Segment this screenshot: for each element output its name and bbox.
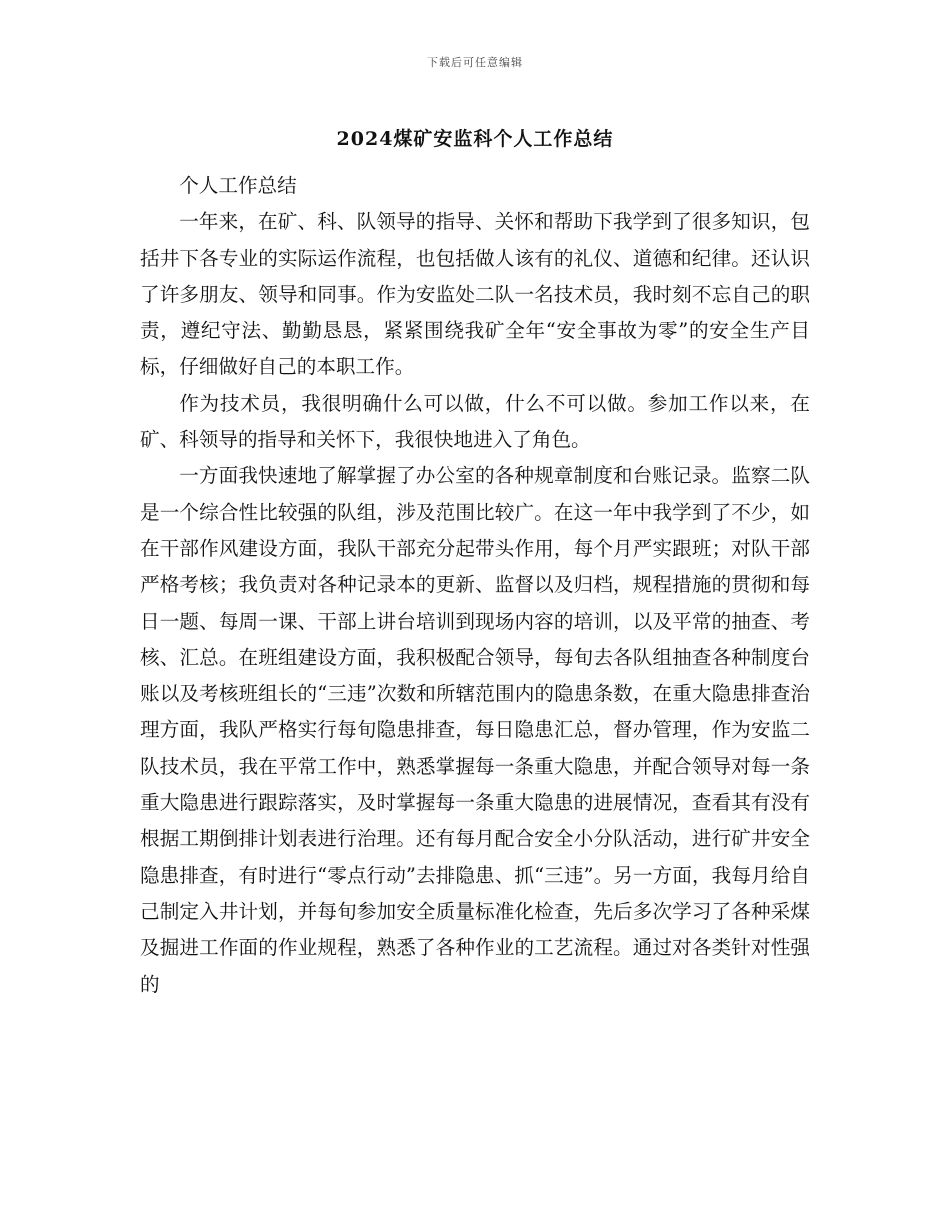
header-note: 下载后可任意编辑 <box>427 56 523 69</box>
paragraph: 作为技术员，我很明确什么可以做，什么不可以做。参加工作以来，在矿、科领导的指导和关怀下，我很快地进入了角色。 <box>140 391 810 452</box>
document-body <box>140 168 810 1003</box>
paragraph: 个人工作总结 <box>179 174 297 197</box>
document-title: 2024煤矿安监科个人工作总结 <box>336 128 614 150</box>
paragraph: 一年来，在矿、科、队领导的指导、关怀和帮助下我学到了很多知识，包括井下各专业的实际运作流程，也包括做人该有的礼仪、道德和纪律。还认识了许多朋友、领导和同事。作为安监处二队一名技术员，我时刻不忘自己的职责，遵纪守法、勤勤恳恳，紧紧围绕我矿全年“安全事故为零”的安全生产目标，仔细做好自己的本职工作。 <box>140 210 810 379</box>
paragraph: 一方面我快速地了解掌握了办公室的各种规章制度和台账记录。监察二队是一个综合性比较强的队组，涉及范围比较广。在这一年中我学到了不少，如在干部作风建设方面，我队干部充分起带头作用，每个月严实跟班；对队干部严格考核；我负责对各种记录本的更新、监督以及归档，规程措施的贯彻和每日一题、每周一课、干部上讲台培训到现场内容的培训，以及平常的抽查、考核、汇总。在班组建设方面，我积极配合领导，每旬去各队组抽查各种制度台账以及考核班组长的“三违”次数和所辖范围内的隐患条数，在重大隐患排查治理方面，我队严格实行每旬隐患排查，每日隐患汇总，督办管理，作为安监二队技术员，我在平常工作中，熟悉掌握每一条重大隐患，并配合领导对每一条重大隐患进行跟踪落实，及时掌握每一条重大隐患的进展情况，查看其有没有根据工期倒排计划表进行治理。还有每月配合安全小分队活动，进行矿井安全隐患排查，有时进行“零点行动”去排隐患、抓“三违”。另一方面，我每月给自己制定入井计划，并每旬参加安全质量标准化检查，先后多次学习了各种采煤及掘进工作面的作业规程，熟悉了各种作业的工艺流程。通过对各类针对性强的 <box>140 464 810 996</box>
